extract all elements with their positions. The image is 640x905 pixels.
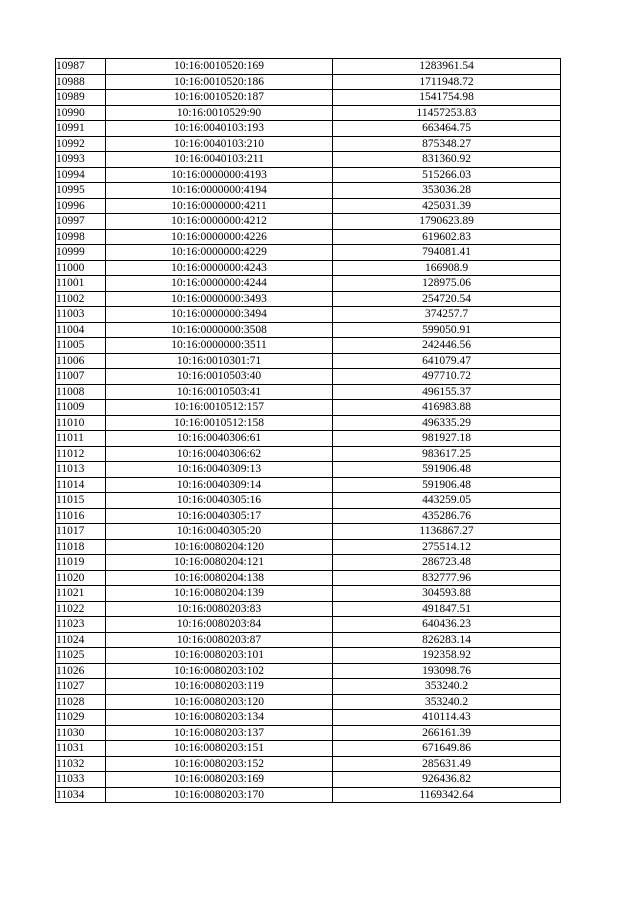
amount-cell: 1136867.27 — [333, 524, 561, 540]
amount-cell: 1169342.64 — [333, 787, 561, 803]
cadastral-number-cell: 10:16:0040103:210 — [106, 136, 333, 152]
table-row — [56, 400, 561, 416]
amount-cell: 193098.76 — [333, 663, 561, 679]
cadastral-number-cell: 10:16:0040306:61 — [106, 431, 333, 447]
row-number-cell: 11014 — [56, 477, 106, 493]
cadastral-number-cell: 10:16:0000000:4229 — [106, 245, 333, 261]
amount-cell: 981927.18 — [333, 431, 561, 447]
cadastral-number-cell: 10:16:0080203:137 — [106, 725, 333, 741]
amount-cell: 1541754.98 — [333, 90, 561, 106]
table-row — [56, 648, 561, 664]
row-number-cell: 11003 — [56, 307, 106, 323]
row-number-cell: 11017 — [56, 524, 106, 540]
row-number-cell: 10989 — [56, 90, 106, 106]
cadastral-number-cell: 10:16:0040309:14 — [106, 477, 333, 493]
cadastral-number-cell: 10:16:0080203:170 — [106, 787, 333, 803]
table-row — [56, 586, 561, 602]
row-number-cell: 11009 — [56, 400, 106, 416]
table-row — [56, 570, 561, 586]
table-row — [56, 90, 561, 106]
amount-cell: 619602.83 — [333, 229, 561, 245]
row-number-cell: 10990 — [56, 105, 106, 121]
amount-cell: 192358.92 — [333, 648, 561, 664]
row-number-cell: 11029 — [56, 710, 106, 726]
row-number-cell: 11033 — [56, 772, 106, 788]
table-row — [56, 524, 561, 540]
cadastral-number-cell: 10:16:0040305:17 — [106, 508, 333, 524]
amount-cell: 275514.12 — [333, 539, 561, 555]
table-row — [56, 725, 561, 741]
table-row — [56, 384, 561, 400]
amount-cell: 416983.88 — [333, 400, 561, 416]
table-row — [56, 74, 561, 90]
cadastral-number-cell: 10:16:0080203:101 — [106, 648, 333, 664]
amount-cell: 663464.75 — [333, 121, 561, 137]
table-row — [56, 555, 561, 571]
table-row — [56, 152, 561, 168]
amount-cell: 641079.47 — [333, 353, 561, 369]
cadastral-number-cell: 10:16:0000000:4193 — [106, 167, 333, 183]
amount-cell: 671649.86 — [333, 741, 561, 757]
table-body — [56, 59, 561, 803]
row-number-cell: 11034 — [56, 787, 106, 803]
cadastral-number-cell: 10:16:0010503:40 — [106, 369, 333, 385]
table-row — [56, 493, 561, 509]
amount-cell: 497710.72 — [333, 369, 561, 385]
row-number-cell: 11011 — [56, 431, 106, 447]
table-row — [56, 167, 561, 183]
cadastral-number-cell: 10:16:0040305:20 — [106, 524, 333, 540]
cadastral-number-cell: 10:16:0080204:139 — [106, 586, 333, 602]
cadastral-number-cell: 10:16:0010520:169 — [106, 59, 333, 75]
cadastral-number-cell: 10:16:0000000:3508 — [106, 322, 333, 338]
amount-cell: 1711948.72 — [333, 74, 561, 90]
table-row — [56, 462, 561, 478]
amount-cell: 640436.23 — [333, 617, 561, 633]
amount-cell: 353240.2 — [333, 679, 561, 695]
cadastral-number-cell: 10:16:0080203:120 — [106, 694, 333, 710]
cadastral-number-cell: 10:16:0040103:193 — [106, 121, 333, 137]
cadastral-number-cell: 10:16:0080203:151 — [106, 741, 333, 757]
cadastral-number-cell: 10:16:0080203:102 — [106, 663, 333, 679]
row-number-cell: 11024 — [56, 632, 106, 648]
cadastral-number-cell: 10:16:0080203:83 — [106, 601, 333, 617]
table-row — [56, 198, 561, 214]
row-number-cell: 11004 — [56, 322, 106, 338]
row-number-cell: 10994 — [56, 167, 106, 183]
cadastral-number-cell: 10:16:0000000:4243 — [106, 260, 333, 276]
amount-cell: 591906.48 — [333, 462, 561, 478]
amount-cell: 425031.39 — [333, 198, 561, 214]
table-row — [56, 307, 561, 323]
table-row — [56, 617, 561, 633]
table-row — [56, 260, 561, 276]
cadastral-number-cell: 10:16:0010520:187 — [106, 90, 333, 106]
amount-cell: 496155.37 — [333, 384, 561, 400]
row-number-cell: 10995 — [56, 183, 106, 199]
row-number-cell: 11027 — [56, 679, 106, 695]
row-number-cell: 11023 — [56, 617, 106, 633]
table-row — [56, 245, 561, 261]
row-number-cell: 11001 — [56, 276, 106, 292]
table-row — [56, 694, 561, 710]
cadastral-number-cell: 10:16:0080203:134 — [106, 710, 333, 726]
amount-cell: 496335.29 — [333, 415, 561, 431]
cadastral-number-cell: 10:16:0080203:119 — [106, 679, 333, 695]
table-row — [56, 214, 561, 230]
row-number-cell: 11025 — [56, 648, 106, 664]
cadastral-number-cell: 10:16:0080203:87 — [106, 632, 333, 648]
table-row — [56, 136, 561, 152]
cadastral-number-cell: 10:16:0010512:157 — [106, 400, 333, 416]
table-row — [56, 338, 561, 354]
cadastral-number-cell: 10:16:0040309:13 — [106, 462, 333, 478]
cadastral-number-cell: 10:16:0010529:90 — [106, 105, 333, 121]
cadastral-number-cell: 10:16:0080203:169 — [106, 772, 333, 788]
table-row — [56, 431, 561, 447]
row-number-cell: 10999 — [56, 245, 106, 261]
data-table — [55, 58, 561, 803]
amount-cell: 374257.7 — [333, 307, 561, 323]
amount-cell: 285631.49 — [333, 756, 561, 772]
cadastral-number-cell: 10:16:0010512:158 — [106, 415, 333, 431]
row-number-cell: 11020 — [56, 570, 106, 586]
row-number-cell: 11008 — [56, 384, 106, 400]
row-number-cell: 11000 — [56, 260, 106, 276]
amount-cell: 242446.56 — [333, 338, 561, 354]
row-number-cell: 11005 — [56, 338, 106, 354]
row-number-cell: 10991 — [56, 121, 106, 137]
amount-cell: 353036.28 — [333, 183, 561, 199]
amount-cell: 353240.2 — [333, 694, 561, 710]
cadastral-number-cell: 10:16:0010520:186 — [106, 74, 333, 90]
table-row — [56, 59, 561, 75]
row-number-cell: 11031 — [56, 741, 106, 757]
row-number-cell: 10998 — [56, 229, 106, 245]
table-row — [56, 679, 561, 695]
row-number-cell: 11028 — [56, 694, 106, 710]
table-row — [56, 632, 561, 648]
amount-cell: 410114.43 — [333, 710, 561, 726]
amount-cell: 1283961.54 — [333, 59, 561, 75]
table-row — [56, 710, 561, 726]
row-number-cell: 11010 — [56, 415, 106, 431]
amount-cell: 128975.06 — [333, 276, 561, 292]
cadastral-number-cell: 10:16:0010301:71 — [106, 353, 333, 369]
table-row — [56, 508, 561, 524]
table-row — [56, 772, 561, 788]
table-row — [56, 539, 561, 555]
cadastral-number-cell: 10:16:0080204:138 — [106, 570, 333, 586]
cadastral-number-cell: 10:16:0010503:41 — [106, 384, 333, 400]
amount-cell: 286723.48 — [333, 555, 561, 571]
amount-cell: 983617.25 — [333, 446, 561, 462]
cadastral-number-cell: 10:16:0080204:120 — [106, 539, 333, 555]
amount-cell: 166908.9 — [333, 260, 561, 276]
amount-cell: 832777.96 — [333, 570, 561, 586]
cadastral-number-cell: 10:16:0000000:3494 — [106, 307, 333, 323]
row-number-cell: 11021 — [56, 586, 106, 602]
table-row — [56, 663, 561, 679]
amount-cell: 11457253.83 — [333, 105, 561, 121]
amount-cell: 591906.48 — [333, 477, 561, 493]
row-number-cell: 11019 — [56, 555, 106, 571]
cadastral-number-cell: 10:16:0000000:4211 — [106, 198, 333, 214]
amount-cell: 254720.54 — [333, 291, 561, 307]
cadastral-number-cell: 10:16:0000000:4244 — [106, 276, 333, 292]
table-row — [56, 291, 561, 307]
row-number-cell: 11016 — [56, 508, 106, 524]
cadastral-number-cell: 10:16:0000000:3493 — [106, 291, 333, 307]
row-number-cell: 10993 — [56, 152, 106, 168]
amount-cell: 304593.88 — [333, 586, 561, 602]
amount-cell: 1790623.89 — [333, 214, 561, 230]
amount-cell: 875348.27 — [333, 136, 561, 152]
row-number-cell: 11026 — [56, 663, 106, 679]
cadastral-number-cell: 10:16:0040103:211 — [106, 152, 333, 168]
table-row — [56, 105, 561, 121]
table-row — [56, 322, 561, 338]
amount-cell: 926436.82 — [333, 772, 561, 788]
amount-cell: 599050.91 — [333, 322, 561, 338]
row-number-cell: 10987 — [56, 59, 106, 75]
row-number-cell: 11022 — [56, 601, 106, 617]
table-row — [56, 229, 561, 245]
table-row — [56, 276, 561, 292]
table-row — [56, 601, 561, 617]
amount-cell: 826283.14 — [333, 632, 561, 648]
table-row — [56, 353, 561, 369]
row-number-cell: 10992 — [56, 136, 106, 152]
table-row — [56, 787, 561, 803]
row-number-cell: 11018 — [56, 539, 106, 555]
amount-cell: 794081.41 — [333, 245, 561, 261]
row-number-cell: 11006 — [56, 353, 106, 369]
cadastral-number-cell: 10:16:0040305:16 — [106, 493, 333, 509]
table-row — [56, 369, 561, 385]
amount-cell: 435286.76 — [333, 508, 561, 524]
row-number-cell: 10988 — [56, 74, 106, 90]
table-row — [56, 741, 561, 757]
cadastral-number-cell: 10:16:0080203:152 — [106, 756, 333, 772]
cadastral-number-cell: 10:16:0000000:4226 — [106, 229, 333, 245]
row-number-cell: 11030 — [56, 725, 106, 741]
row-number-cell: 11007 — [56, 369, 106, 385]
cadastral-number-cell: 10:16:0040306:62 — [106, 446, 333, 462]
amount-cell: 831360.92 — [333, 152, 561, 168]
amount-cell: 266161.39 — [333, 725, 561, 741]
cadastral-number-cell: 10:16:0000000:4212 — [106, 214, 333, 230]
row-number-cell: 10996 — [56, 198, 106, 214]
cadastral-number-cell: 10:16:0080204:121 — [106, 555, 333, 571]
cadastral-number-cell: 10:16:0080203:84 — [106, 617, 333, 633]
cadastral-number-cell: 10:16:0000000:4194 — [106, 183, 333, 199]
table-row — [56, 446, 561, 462]
table-row — [56, 415, 561, 431]
row-number-cell: 11013 — [56, 462, 106, 478]
table-row — [56, 477, 561, 493]
row-number-cell: 11012 — [56, 446, 106, 462]
amount-cell: 515266.03 — [333, 167, 561, 183]
row-number-cell: 10997 — [56, 214, 106, 230]
table-row — [56, 756, 561, 772]
row-number-cell: 11032 — [56, 756, 106, 772]
row-number-cell: 11015 — [56, 493, 106, 509]
cadastral-number-cell: 10:16:0000000:3511 — [106, 338, 333, 354]
row-number-cell: 11002 — [56, 291, 106, 307]
table-row — [56, 121, 561, 137]
amount-cell: 491847.51 — [333, 601, 561, 617]
amount-cell: 443259.05 — [333, 493, 561, 509]
table-row — [56, 183, 561, 199]
